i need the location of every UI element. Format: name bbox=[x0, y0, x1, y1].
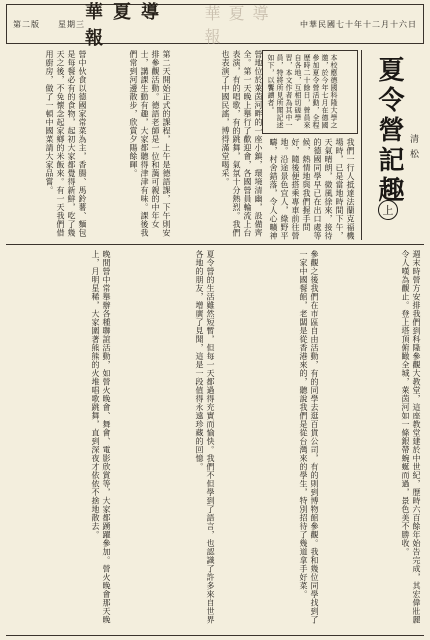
weekday: 星期三 bbox=[58, 19, 85, 29]
part-number: 上 bbox=[378, 200, 398, 220]
column-text: 營中伙食以德國家常菜為主，香腸、馬鈴薯、麵包是每餐必有的食物，起初大家都覺得新鮮，吃了幾天之後，不免懷念起家鄉的米飯來。有一天我們借用廚房，做了一頓中國菜請大家品嘗。 bbox=[45, 50, 87, 237]
column-text: 第二天開始正式的課程，上午是德語課，下午則安排參觀活動。德語老師是一位和藹可親的中年女士，講課生動有趣，大家都聽得津津有味。課後我們常到河邊散步，欣賞夕陽餘暉。 bbox=[129, 50, 171, 237]
column-text: 我們一行人抵達法蘭克福機場時，已是當地時間下午，天氣晴朗，微風徐來，接待的德國同學早已在出口處等候，熱情地與我們握手問好，隨後便搭乘專車前往營地。沿途景色宜人，綠野平疇，村舍錯落，令人心曠神 bbox=[269, 138, 355, 240]
column-upper-c bbox=[92, 50, 172, 240]
intro-box bbox=[262, 50, 358, 134]
masthead-watermark: 華夏導報 bbox=[204, 4, 277, 46]
column-upper-a bbox=[268, 138, 356, 240]
column-text: 夏令營的生活雖然短暫，但每一天都過得充實而愉快。我們不但學到了語言，也認識了許多來自世界各地的朋友，增廣了見聞，這是一段值得永遠珍藏的回憶。 bbox=[195, 250, 215, 624]
header-left bbox=[13, 19, 85, 30]
column-text: 參觀之後我們在市區自由活動，有的同學去逛百貨公司，有的則到博物館參觀。我和幾位同學找到了一家中國餐館，老闆是從香港來的，聽說我們是從台灣來的學生，特別招待了幾道拿手好菜。 bbox=[299, 250, 319, 624]
page-header bbox=[6, 2, 424, 49]
column-lower-d bbox=[8, 250, 112, 630]
bottom-rule bbox=[6, 635, 424, 636]
column-text: 營地位於萊茵河畔的一座小鎮，環境清幽，設備齊全。第一天晚上舉行了歡迎會，各國營員輪流上台表演，有的唱歌，有的跳舞，氣氛十分熱烈。我們也表演了中國民謠，博得滿堂喝采。 bbox=[221, 50, 263, 237]
intro-text: 本校應德國科隆大學之邀，於今年七月在德國參加夏令營活動，全程歷時二十餘日，營員來自各地，互相切磋學習，本文作者為其中一員，特將所見所聞記述如下，以饗讀者。 bbox=[267, 54, 338, 129]
column-text: 週末時營方安排我們到科隆參觀大教堂，這座教堂建於中世紀，歷時六百餘年始告完成，其宏偉壯麗令人嘆為觀止。登上塔頂俯瞰全城，萊茵河如一條銀帶蜿蜒而過，景色美不勝收。 bbox=[401, 250, 421, 624]
page-label: 第二版 bbox=[13, 19, 40, 29]
article-title: 夏令營記趣 bbox=[374, 56, 404, 206]
section-divider bbox=[6, 244, 424, 245]
column-lower-b bbox=[222, 250, 320, 630]
title-block bbox=[361, 50, 424, 240]
column-lower-a bbox=[326, 250, 422, 630]
article-author: 清松 bbox=[408, 134, 418, 164]
column-lower-c bbox=[118, 250, 216, 630]
masthead bbox=[85, 0, 300, 50]
column-upper-b bbox=[176, 50, 264, 240]
column-text: 晚間營中常舉辦各種聯誼活動，如營火晚會、舞會、電影欣賞等，大家都踴躍參加。營火晚會那天晚上，月明星稀，大家圍著熊熊的火堆唱歌跳舞，直到深夜才依依不捨地散去。 bbox=[91, 250, 111, 624]
issue-date: 中華民國七十年十二月十六日 bbox=[300, 19, 417, 29]
column-upper-d bbox=[8, 50, 88, 240]
masthead-title: 華夏導報 bbox=[85, 2, 169, 49]
